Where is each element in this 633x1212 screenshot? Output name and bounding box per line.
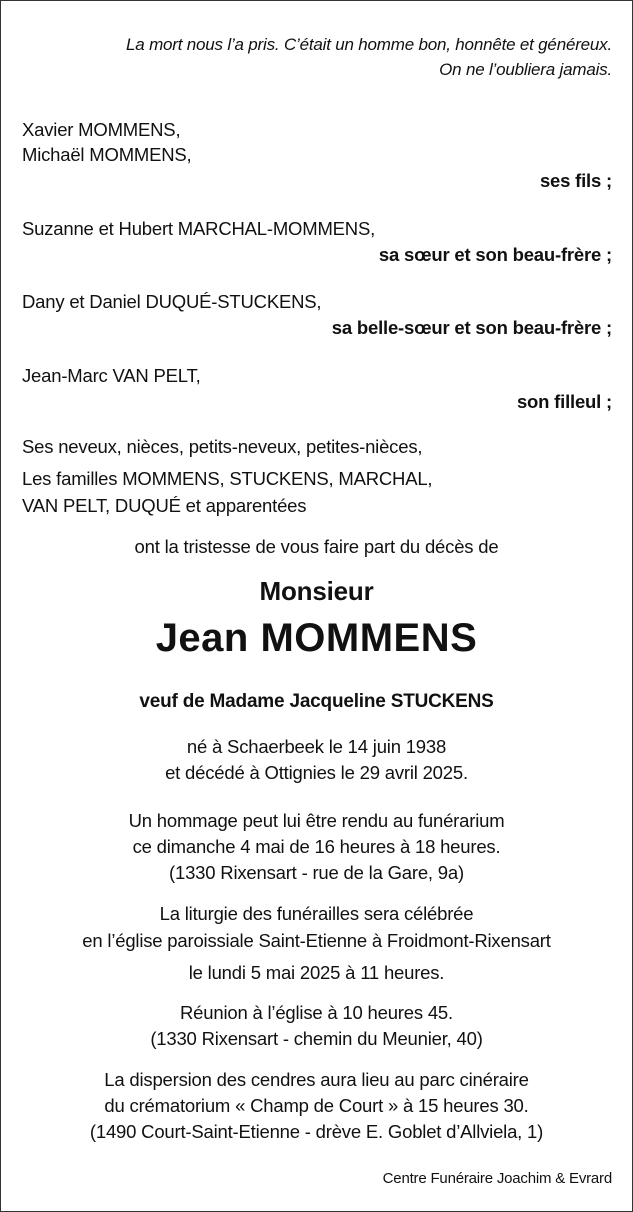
liturgy-line: La liturgie des funérailles sera célébrée — [159, 903, 474, 924]
others-line: Ses neveux, nièces, petits-neveux, petites-nièces, — [22, 436, 423, 457]
sister-names: Suzanne et Hubert MARCHAL-MOMMENS, — [22, 218, 376, 239]
deceased-name: Jean MOMMENS — [155, 616, 478, 660]
epigraph-line-1: La mort nous l’a pris. C’était un homme bon, honnête et généreux. — [126, 35, 612, 54]
relation-godson: son filleul ; — [516, 391, 612, 412]
in-laws-names: Dany et Daniel DUQUÉ-STUCKENS, — [22, 291, 322, 312]
others-line: VAN PELT, DUQUÉ et apparentées — [22, 495, 307, 516]
relation-sister: sa sœur et son beau-frère ; — [378, 244, 612, 265]
ashes-line: du crématorium « Champ de Court » à 15 heures 30. — [104, 1095, 529, 1116]
widow-of: veuf de Madame Jacqueline STUCKENS — [139, 691, 494, 712]
tribute-address: (1330 Rixensart - rue de la Gare, 9a) — [169, 862, 464, 883]
godson-name: Jean-Marc VAN PELT, — [22, 365, 201, 386]
others-line: Les familles MOMMENS, STUCKENS, MARCHAL, — [22, 468, 433, 489]
death-info: et décédé à Ottignies le 29 avril 2025. — [165, 762, 468, 783]
birth-info: né à Schaerbeek le 14 juin 1938 — [186, 736, 447, 757]
ashes-address: (1490 Court-Saint-Etienne - drève E. Goblet d’Allviela, 1) — [89, 1121, 544, 1142]
tribute-line: Un hommage peut lui être rendu au funérarium — [128, 810, 505, 831]
meeting-line: Réunion à l’église à 10 heures 45. — [180, 1002, 453, 1023]
deceased-title: Monsieur — [259, 576, 374, 606]
tribute-line: ce dimanche 4 mai de 16 heures à 18 heures. — [132, 836, 501, 857]
liturgy-line: le lundi 5 mai 2025 à 11 heures. — [188, 962, 445, 983]
liturgy-line: en l’église paroissiale Saint-Etienne à Froidmont-Rixensart — [82, 930, 551, 951]
epigraph-line-2: On ne l’oubliera jamais. — [439, 60, 612, 79]
funeral-home: Centre Funéraire Joachim & Evrard — [382, 1170, 612, 1187]
announcement: ont la tristesse de vous faire part du décès de — [134, 536, 499, 557]
relation-sons: ses fils ; — [539, 170, 612, 191]
relation-in-laws: sa belle-sœur et son beau-frère ; — [331, 317, 612, 338]
son-name: Xavier MOMMENS, — [22, 119, 181, 140]
son-name: Michaël MOMMENS, — [22, 144, 192, 165]
ashes-line: La dispersion des cendres aura lieu au parc cinéraire — [104, 1069, 529, 1090]
meeting-address: (1330 Rixensart - chemin du Meunier, 40) — [150, 1028, 483, 1049]
